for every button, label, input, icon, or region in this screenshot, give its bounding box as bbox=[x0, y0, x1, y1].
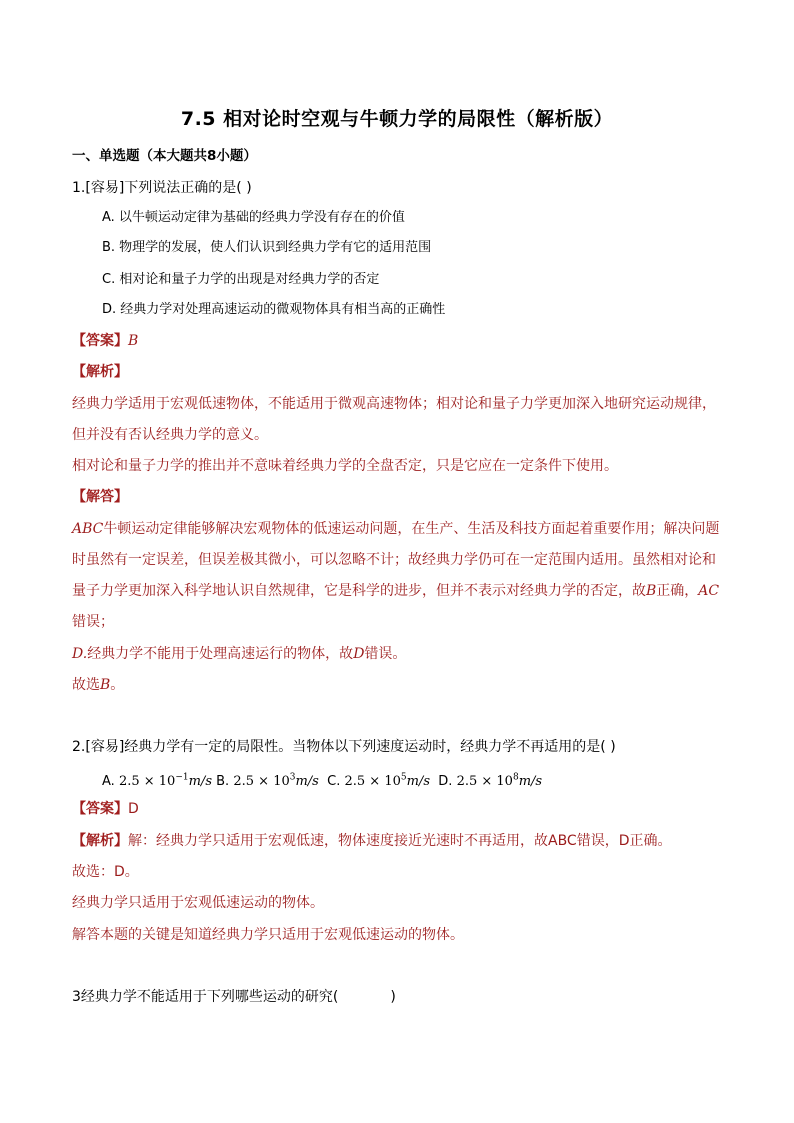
option-ref: D. bbox=[72, 646, 88, 662]
q1-option-c: C. 相对论和量子力学的出现是对经典力学的否定 bbox=[102, 272, 380, 287]
q2-note-1: 经典力学只适用于宏观低速运动的物体。 bbox=[72, 895, 324, 911]
q1-analysis-line-3: 相对论和量子力学的推出并不意味着经典力学的全盘否定，只是它应在一定条件下使用。 bbox=[72, 458, 618, 474]
solution-text: 正确， bbox=[656, 583, 699, 599]
answer-label: 【答案】 bbox=[72, 333, 128, 349]
solution-text: 牛顿运动定律能够解决宏观物体的低速运动问题，在生产、生活及科技方面起着重要作用；解决问题 bbox=[103, 521, 720, 537]
q2-option-a: A. $2.5 \times 10^{-1}m/s$ bbox=[102, 773, 212, 790]
final-prefix: 故选 bbox=[72, 677, 100, 693]
answer-value: D bbox=[128, 801, 139, 817]
q2-options bbox=[102, 768, 542, 792]
page-title: 7.5 相对论时空观与牛顿力学的局限性（解析版） bbox=[180, 108, 614, 130]
section-heading: 一、单选题（本大题共8小题） bbox=[72, 148, 257, 164]
option-ref: AC bbox=[698, 583, 720, 599]
final-value: B bbox=[100, 677, 111, 693]
solution-text: 量子力学更加深入科学地认识自然规律，它是科学的进步，但并不表示对经典力学的否定，故 bbox=[72, 583, 646, 599]
q2-option-c: C. $2.5 \times 10^5m/s$ bbox=[327, 773, 430, 790]
q1-option-d: D. 经典力学对处理高速运动的微观物体具有相当高的正确性 bbox=[102, 302, 446, 317]
q2-analysis bbox=[72, 831, 672, 851]
analysis-label: 【解析】 bbox=[72, 833, 128, 849]
analysis-text: 解：经典力学只适用于宏观低速，物体速度接近光速时不再适用，故ABC错误，D正确。 bbox=[128, 833, 672, 849]
q1-analysis-label: 【解析】 bbox=[72, 364, 128, 380]
q1-option-a: A. 以牛顿运动定律为基础的经典力学没有存在的价值 bbox=[102, 210, 405, 225]
q1-solution-line-4: 错误； bbox=[72, 614, 114, 630]
q1-answer bbox=[72, 331, 138, 351]
q2-answer bbox=[72, 799, 139, 819]
q1-solution-line-2: 时虽然有一定误差，但误差极其微小，可以忽略不计；故经典力学仍可在一定范围内适用。虽然相对论和 bbox=[72, 552, 716, 568]
q2-final-choice: 故选：D。 bbox=[72, 864, 139, 880]
q2-stem: 2.[容易]经典力学有一定的局限性。当物体以下列速度运动时，经典力学不再适用的是( ) bbox=[72, 739, 616, 755]
q3-stem-text: 3经典力学不能适用于下列哪些运动的研究( bbox=[72, 989, 339, 1005]
q3-stem bbox=[72, 987, 396, 1007]
q1-final-choice bbox=[72, 675, 124, 695]
option-ref: ABC bbox=[72, 521, 104, 537]
q1-solution-line-3 bbox=[72, 581, 719, 601]
q1-analysis-line-2: 但并没有否认经典力学的意义。 bbox=[72, 427, 268, 443]
final-end: 。 bbox=[110, 677, 125, 693]
q1-option-b: B. 物理学的发展，使人们认识到经典力学有它的适用范围 bbox=[102, 240, 432, 255]
q1-solution-line-1 bbox=[72, 519, 719, 539]
answer-value: B bbox=[128, 333, 139, 349]
solution-text: 错误。 bbox=[364, 646, 407, 662]
q2-option-b: B. $2.5 \times 10^3m/s$ bbox=[216, 773, 319, 790]
q1-solution-line-5 bbox=[72, 644, 406, 664]
answer-label: 【答案】 bbox=[72, 801, 128, 817]
q2-note-2: 解答本题的关键是知道经典力学只适用于宏观低速运动的物体。 bbox=[72, 927, 464, 943]
solution-text: 经典力学不能用于处理高速运行的物体，故 bbox=[87, 646, 354, 662]
q3-stem-end: ) bbox=[390, 989, 396, 1005]
option-ref: B bbox=[646, 583, 657, 599]
q1-stem: 1.[容易]下列说法正确的是( ) bbox=[72, 180, 252, 196]
q1-analysis-line-1: 经典力学适用于宏观低速物体，不能适用于微观高速物体；相对论和量子力学更加深入地研究运动规律， bbox=[72, 396, 716, 412]
q1-solution-label: 【解答】 bbox=[72, 489, 128, 505]
q2-option-d: D. $2.5 \times 10^8m/s$ bbox=[438, 773, 543, 790]
option-ref: D bbox=[353, 646, 365, 662]
